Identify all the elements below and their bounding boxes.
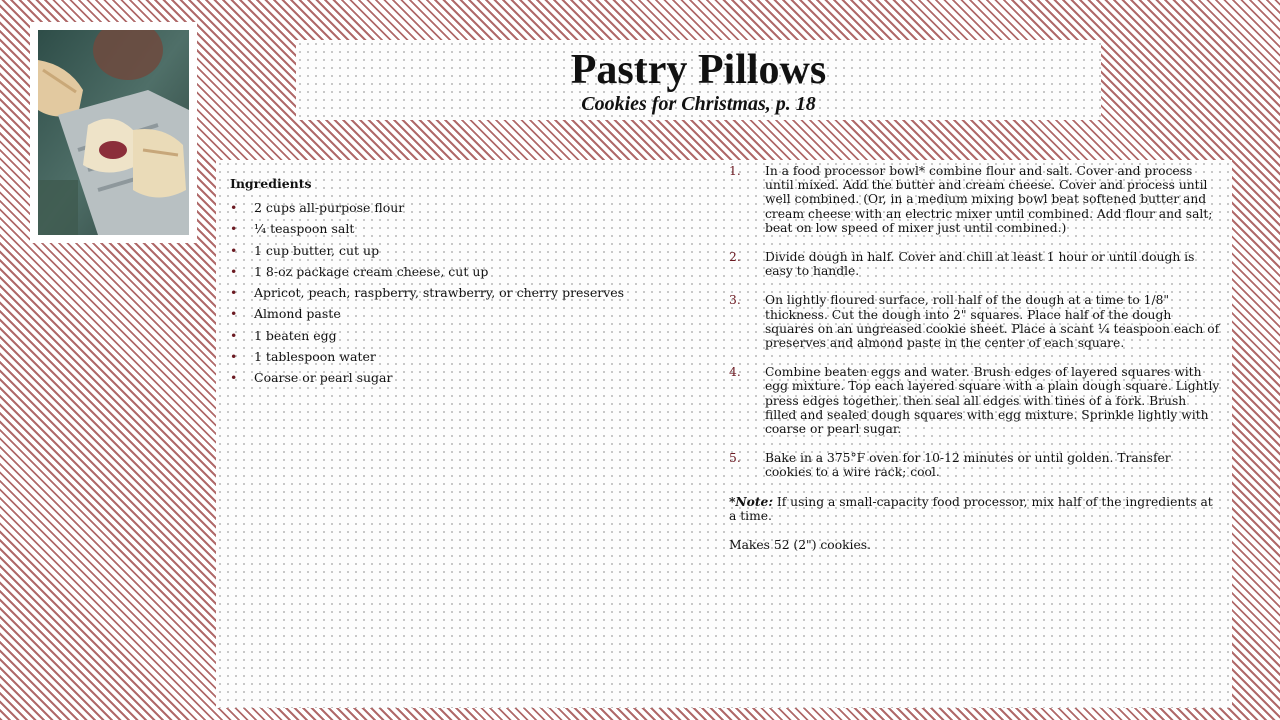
direction-step bbox=[729, 164, 1221, 235]
ingredient-item: • 1 beaten egg bbox=[230, 325, 710, 346]
step-number: 3. bbox=[729, 293, 741, 308]
ingredients-heading: Ingredients bbox=[230, 176, 312, 191]
directions-list bbox=[729, 164, 1221, 480]
direction-step bbox=[729, 250, 1221, 278]
step-text: On lightly floured surface, roll half of the dough at a time to 1/8" thickness. Cut the dough into 2" squares. Place half of the dough squares on an ungreased cookie sheet. Place a scant ¼ teaspoon each of preserves and almond paste in the center of each square. bbox=[765, 293, 1220, 351]
photo-frame bbox=[30, 22, 197, 243]
ingredients-list bbox=[230, 197, 710, 389]
step-number: 1. bbox=[729, 164, 741, 178]
step-text: In a food processor bowl* combine flour and salt. Cover and process until mixed. Add the butter and cream cheese. Cover and process until well combined. (Or, in a medium mixing bowl beat softened butter and cream cheese with an electric mixer until combined. Add flour and salt; beat on low speed of mixer just until combined.) bbox=[765, 164, 1213, 235]
title-box bbox=[296, 40, 1101, 120]
step-text: Bake in a 375°F oven for 10-12 minutes or until golden. Transfer cookies to a wire rack; cool. bbox=[765, 451, 1171, 480]
ingredient-item: • 1 cup butter, cut up bbox=[230, 240, 710, 261]
ingredient-item: • Almond paste bbox=[230, 303, 710, 324]
ingredient-item: • 1 8-oz package cream cheese, cut up bbox=[230, 261, 710, 282]
recipe-yield: Makes 52 (2") cookies. bbox=[729, 538, 871, 553]
pastry-photo-illustration bbox=[38, 30, 189, 235]
ingredient-item: • ¼ teaspoon salt bbox=[230, 218, 710, 239]
ingredients-section bbox=[230, 176, 710, 389]
pastry-photo bbox=[38, 30, 189, 235]
ingredient-item: • 2 cups all-purpose flour bbox=[230, 197, 710, 218]
ingredient-item: • 1 tablespoon water bbox=[230, 346, 710, 367]
recipe-note bbox=[729, 495, 1221, 523]
note-label: *Note: bbox=[729, 493, 773, 509]
recipe-title: Pastry Pillows bbox=[570, 47, 827, 93]
recipe-source: Cookies for Christmas, p. 18 bbox=[581, 93, 816, 115]
directions-section bbox=[729, 164, 1221, 552]
step-number: 5. bbox=[729, 451, 741, 466]
step-number: 2. bbox=[729, 250, 741, 265]
direction-step bbox=[729, 451, 1221, 479]
recipe-card bbox=[216, 160, 1232, 708]
note-text: If using a small-capacity food processor, mix half of the ingredients at a time. bbox=[729, 494, 1213, 523]
step-text: Combine beaten eggs and water. Brush edges of layered squares with egg mixture. Top each layered square with a plain dough square. Lightly press edges together, then seal all edges with tines of a fork. Brush filled and sealed dough squares with egg mixture. Sprinkle lightly with coarse or pearl sugar. bbox=[765, 365, 1220, 437]
step-text: Divide dough in half. Cover and chill at least 1 hour or until dough is easy to handle. bbox=[765, 250, 1195, 279]
direction-step bbox=[729, 365, 1221, 436]
direction-step bbox=[729, 293, 1221, 350]
ingredient-item: • Coarse or pearl sugar bbox=[230, 367, 710, 388]
ingredient-item: • Apricot, peach, raspberry, strawberry, or cherry preserves bbox=[230, 282, 710, 303]
step-number: 4. bbox=[729, 365, 741, 380]
